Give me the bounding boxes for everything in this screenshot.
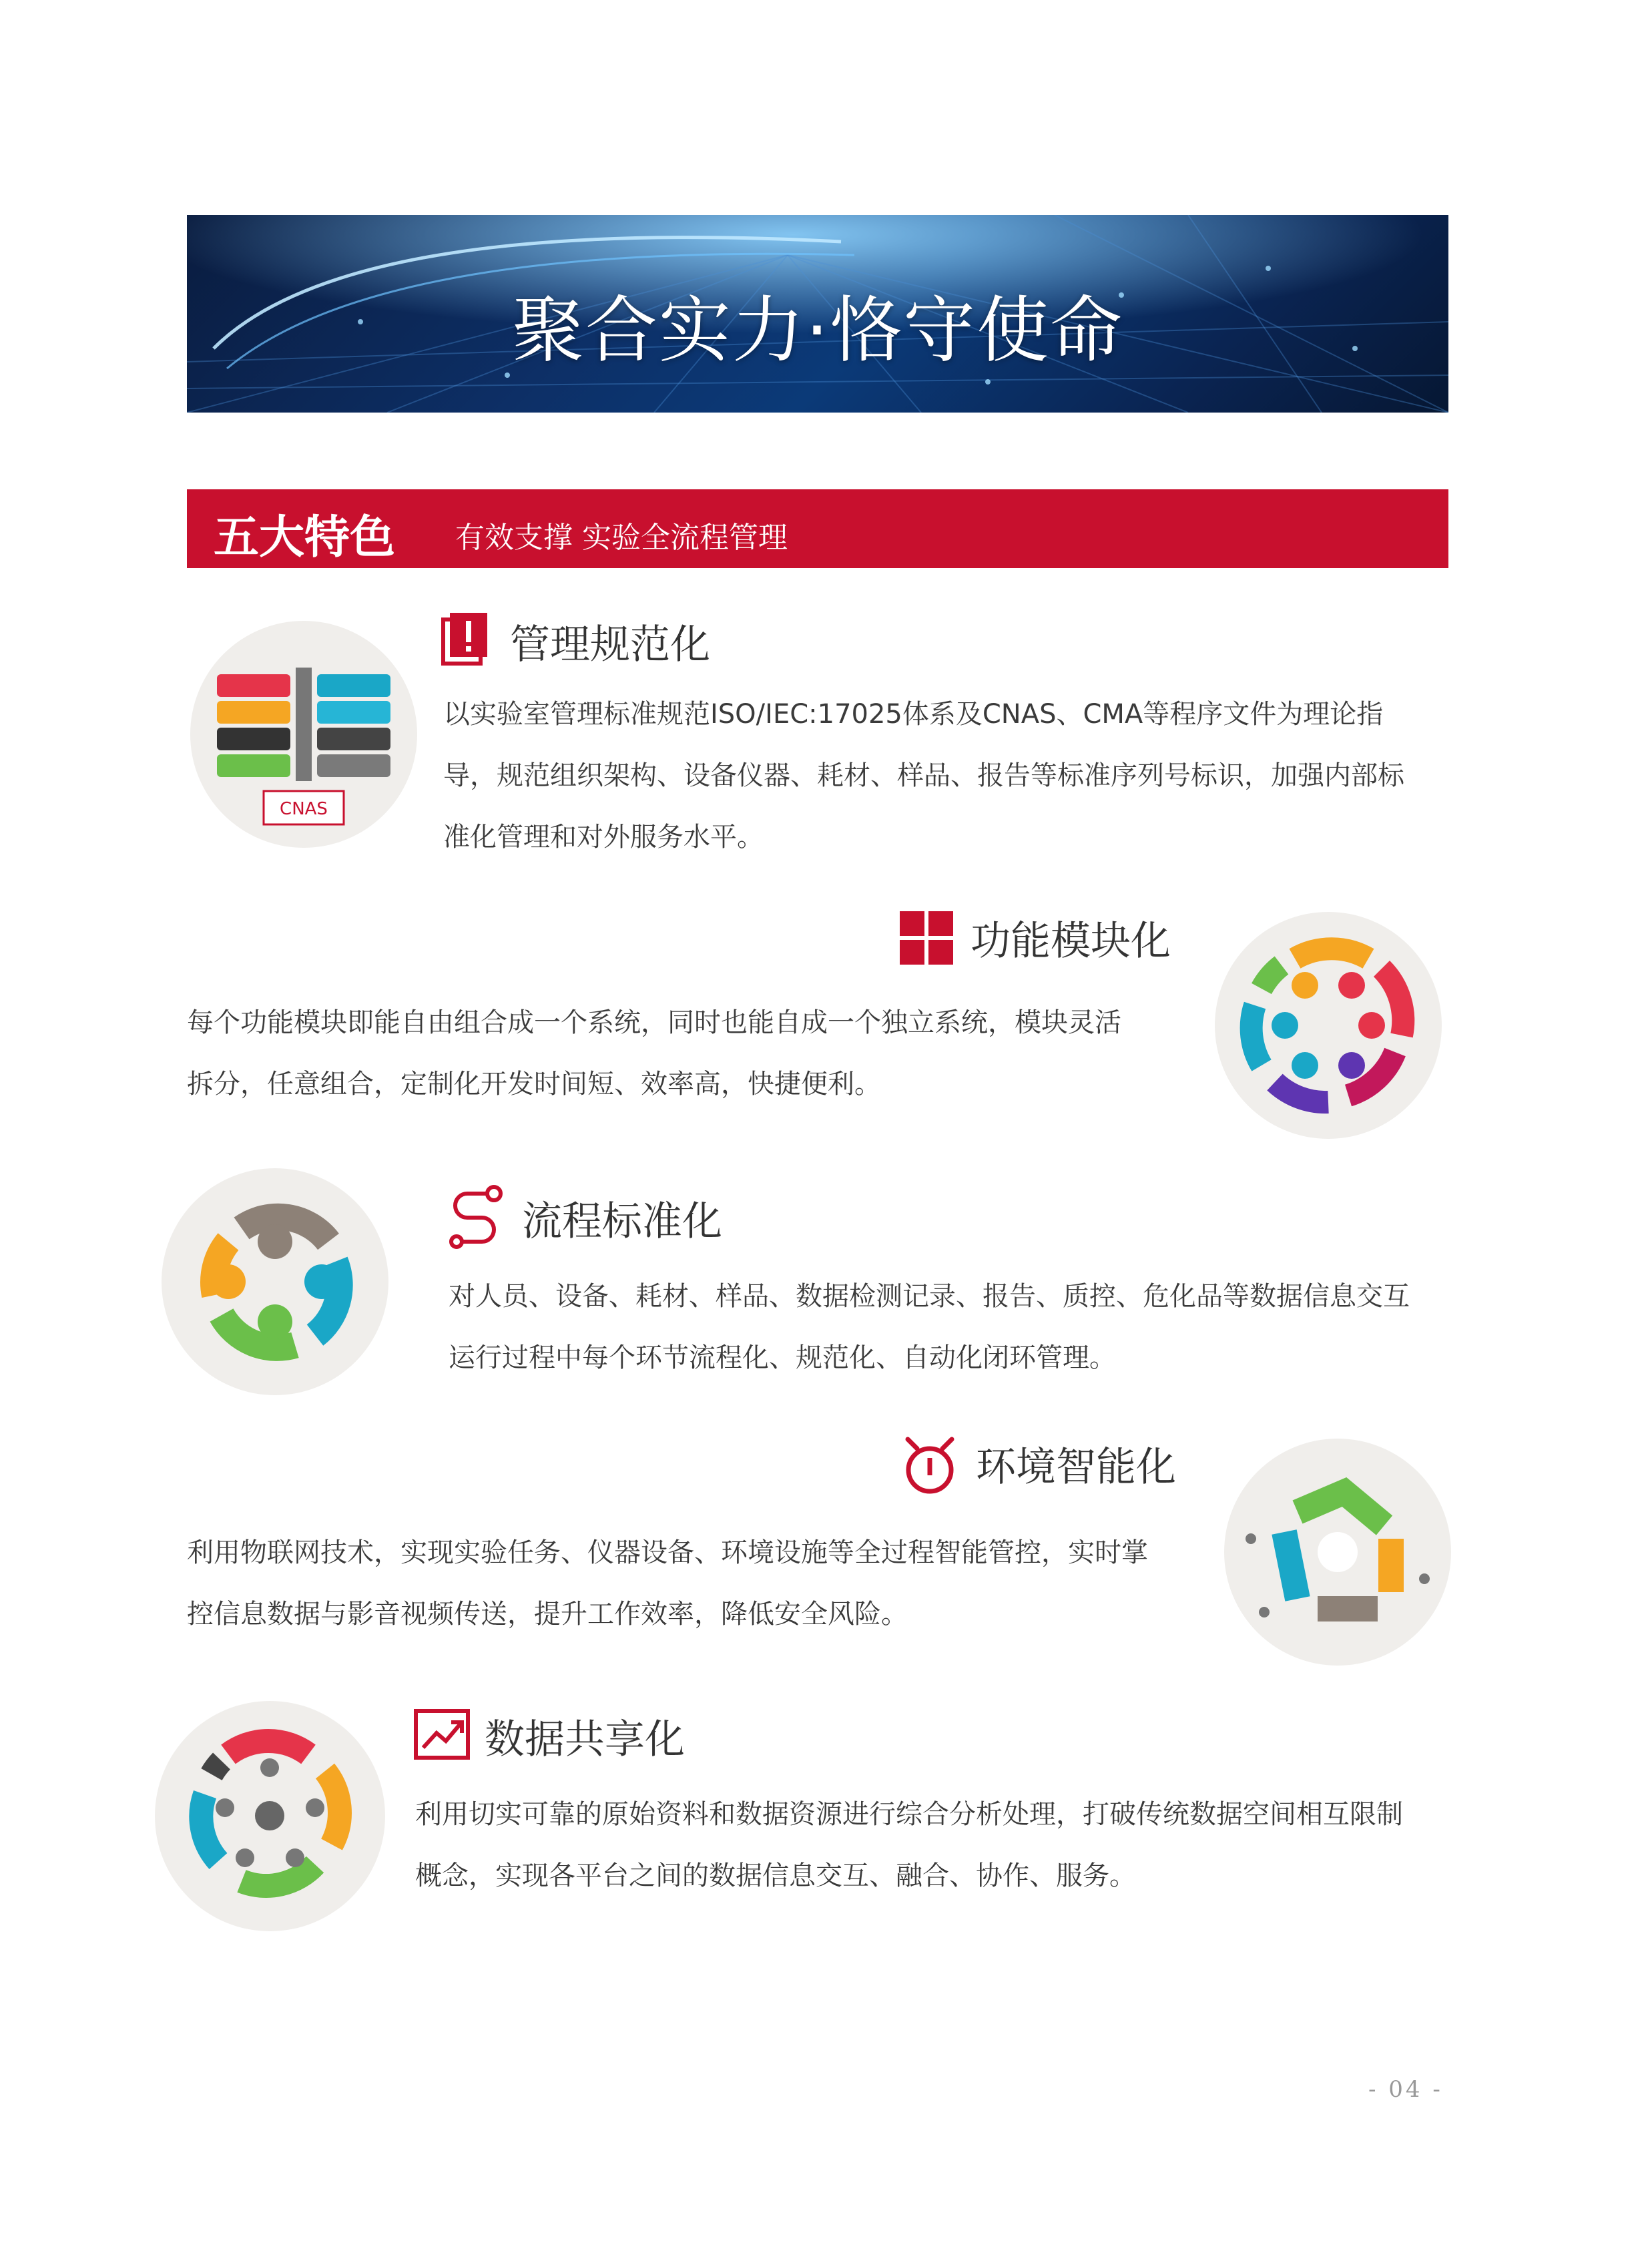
feature-4-text: 利用物联网技术，实现实验任务、仪器设备、环境设施等全过程智能管控，实时掌 控信息数据与影音视频传送，提升工作效率，降低安全风险。 — [187, 1537, 1148, 1630]
flow-path-icon — [447, 1183, 507, 1250]
feature-2-text: 每个功能模块即能自由组合成一个系统，同时也能自成一个独立系统，模块灵活 拆分，任意组合，定制化开发时间短、效率高，快捷便利。 — [187, 1007, 1121, 1099]
feature-1-text: 以实验室管理标准规范ISO/IEC:17025体系及CNAS、CMA等程序文件为理论指 导，规范组织架构、设备仪器、耗材、样品、报告等标准序列号标识，加强内部标 准化管理和对外服务水平。 — [443, 699, 1404, 852]
feature-5-image — [155, 1701, 385, 1931]
trend-chart-icon — [414, 1709, 470, 1760]
feature-1-title: 管理规范化 — [510, 621, 710, 668]
banner-title: 聚合实力·恪守使命 — [511, 289, 1124, 372]
feature-3-text: 对人员、设备、耗材、样品、数据检测记录、报告、质控、危化品等数据信息交互 运行过程中每个环节流程化、规范化、自动化闭环管理。 — [449, 1281, 1410, 1373]
section-title: 五大特色 — [214, 511, 396, 564]
feature-5-text: 利用切实可靠的原始资料和数据资源进行综合分析处理，打破传统数据空间相互限制 概念，实现各平台之间的数据信息交互、融合、协作、服务。 — [415, 1799, 1403, 1891]
banner — [187, 215, 1448, 413]
feature-3-image — [162, 1168, 388, 1395]
feature-5-title: 数据共享化 — [485, 1716, 685, 1763]
alarm-clock-icon — [901, 1435, 958, 1495]
grid-modules-icon — [900, 911, 953, 965]
feature-2-title: 功能模块化 — [971, 918, 1171, 965]
section-subtitle: 有效支撑 实验全流程管理 — [455, 521, 788, 555]
alert-document-icon — [441, 613, 489, 666]
feature-1-image — [190, 621, 417, 848]
feature-4-title: 环境智能化 — [976, 1444, 1176, 1491]
cnas-label: CNAS — [280, 799, 328, 819]
section-header — [187, 489, 1448, 568]
feature-3-title: 流程标准化 — [522, 1198, 722, 1245]
feature-2-image — [1215, 912, 1442, 1139]
feature-4-image — [1224, 1439, 1451, 1666]
page-number: - 04 - — [1368, 2076, 1443, 2103]
